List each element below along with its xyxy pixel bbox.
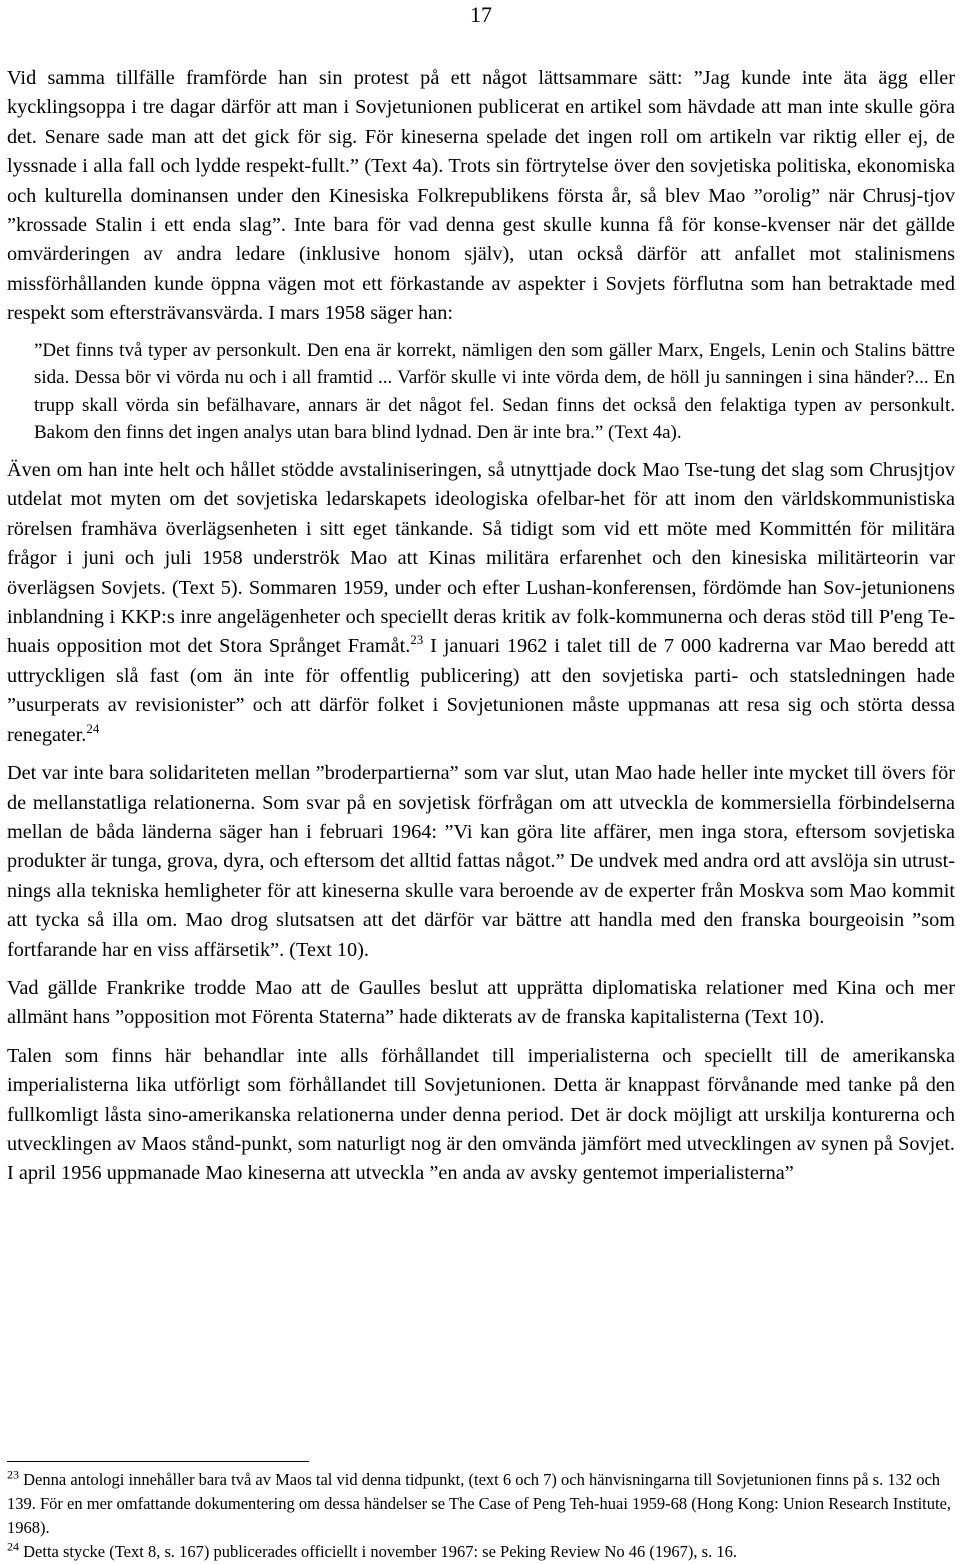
paragraph-5: Talen som finns här behandlar inte alls förhållandet till imperialisterna och speciellt till de amerikanska imperialisterna lika utförligt som förhållandet till Sovjetunionen. Detta är knappast förvånande med tanke på den fullkomligt låsta sino-amerikanska relationerna under denna period. Det är dock möjligt att urskilja konturerna och utvecklingen av Maos stånd-punkt, som naturligt nog är den omvända jämfört med utvecklingen av synen på Sovjet. I april 1956 uppmanade Mao kineserna att utveckla ”en anda av avsky gentemot imperialisterna”	[7, 1044, 955, 1185]
footnote-ref-23: 23	[410, 632, 424, 648]
paragraph-1: Vid samma tillfälle framförde han sin protest på ett något lättsammare sätt: ”Jag kunde inte äta ägg eller kycklingsoppa i tre dagar därför att man i Sovjetunionen publicerat en artikel som hävdade att man inte skulle göra det. Senare sade man att det gick för sig. För kineserna spelade det ingen roll om artikeln var riktig eller ej, de lyssnade i alla fall och lydde respekt-fullt.” (Text 4a). Trots sin förtrytelse över den sovjetiska politiska, ekonomiska och kulturella dominansen under den Kinesiska Folkrepublikens första år, så blev Mao ”orolig” när Chrusj-tjov ”krossade Stalin i ett enda slag”. Inte bara för vad denna gest skulle kunna få för konse-kvenser när det gällde omvärderingen av andra ledare (inklusive honom själv), utan också därför att anfallet mot stalinismens missförhållanden kunde öppna vägen mot ett förkastande av aspekter i Sovjets förflutna som han betraktade med respekt som eftersträvansvärda. I mars 1958 säger han:	[7, 67, 955, 325]
footnote-text: Detta stycke (Text 8, s. 167) publicerades officiellt i november 1967: se Peking Review No 46 (1967), s. 16.	[19, 1542, 737, 1561]
paragraph-2-part-a: Även om han inte helt och hållet stödde avstaliniseringen, så utnyttjade dock Mao Tse-tung det slag som Chrusjtjov utdelat mot myten om det sovjetiska ledarskapets ideologiska ofelbar-het för att inom den världskommunistiska rörelsen framhäva överlägsenheten i sitt eget tänkande. Så tidigt som vid ett möte med Kommittén för militära frågor i juni och juli 1958 underströk Mao att Kinas militära erfarenhet och den kinesiska militärteorin var överlägsen Sovjets. (Text 5). Sommaren 1959, under och efter Lushan-konferensen, fördömde han Sov-jetunionens inblandning i KKP:s inre angelägenheter och speciellt deras kritik av folk-kommunerna och deras stöd till P'eng Te-huais opposition mot det Stora Språnget Framåt.	[7, 459, 955, 658]
footnote-separator	[7, 1461, 309, 1462]
page-number: 17	[470, 2, 492, 27]
footnote-number: 23	[7, 1467, 19, 1482]
paragraph-4: Vad gällde Frankrike trodde Mao att de Gaulles beslut att upprätta diplomatiska relationer med Kina och mer allmänt hans ”opposition mot Förenta Staterna” hade dikterats av de franska kapitalisterna (Text 10).	[7, 976, 955, 1029]
footnote-ref-24: 24	[86, 720, 100, 736]
footnote-24	[7, 1540, 955, 1564]
paragraph-2	[7, 456, 955, 750]
footnotes	[7, 1468, 955, 1564]
paragraph-2-part-b: I januari 1962 i talet till de 7 000 kadrerna var Mao beredd att uttryckligen slå fast (om än inte för offentlig publicering) att den sovjetiska parti- och statsledningen hade ”usurperats av revisionister” och att därför folket i Sovjetunionen måste uppmanas att resa sig och störta dessa renegater.	[7, 635, 955, 746]
block-quote: ”Det finns två typer av personkult. Den ena är korrekt, nämligen den som gäller Marx, Engels, Lenin och Stalins bättre sida. Dessa bör vi vörda nu och i all framtid ... Varför skulle vi inte vörda dem, de höll ju sanningen i sina händer?... En trupp skall vörda sin befälhavare, annars är det något fel. Sedan finns det också den felaktiga typen av personkult. Bakom den finns det ingen analys utan bara blind lydnad. Den är inte bra.” (Text 4a).	[34, 339, 955, 444]
document-body	[7, 64, 955, 1198]
footnote-23	[7, 1468, 955, 1540]
footnote-number: 24	[7, 1539, 19, 1554]
paragraph-3: Det var inte bara solidariteten mellan ”broderpartierna” som var slut, utan Mao hade heller inte mycket till övers för de mellanstatliga relationerna. Som svar på en sovjetisk förfrågan om att utveckla de kommersiella förbindelserna mellan de båda länderna säger han i februari 1964: ”Vi kan göra lite affärer, men inga stora, eftersom sovjetiska produkter är tunga, grova, dyra, och eftersom det alltid fattas något.” De undvek med andra ord att avslöja sin utrust-nings alla tekniska hemligheter för att kineserna skulle vara beroende av de experter från Moskva som Mao kommit att tycka så illa om. Mao drog slutsatsen att det därför var bättre att handla med den franska bourgeoisin ”som fortfarande har en viss affärsetik”. (Text 10).	[7, 762, 955, 961]
footnote-text: Denna antologi innehåller bara två av Maos tal vid denna tidpunkt, (text 6 och 7) och hänvisningarna till Sovjetunionen finns på s. 132 och 139. För en mer omfattande dokumentering om dessa händelser se The Case of Peng Teh-huai 1959-68 (Hong Kong: Union Research Institute, 1968).	[7, 1470, 952, 1537]
